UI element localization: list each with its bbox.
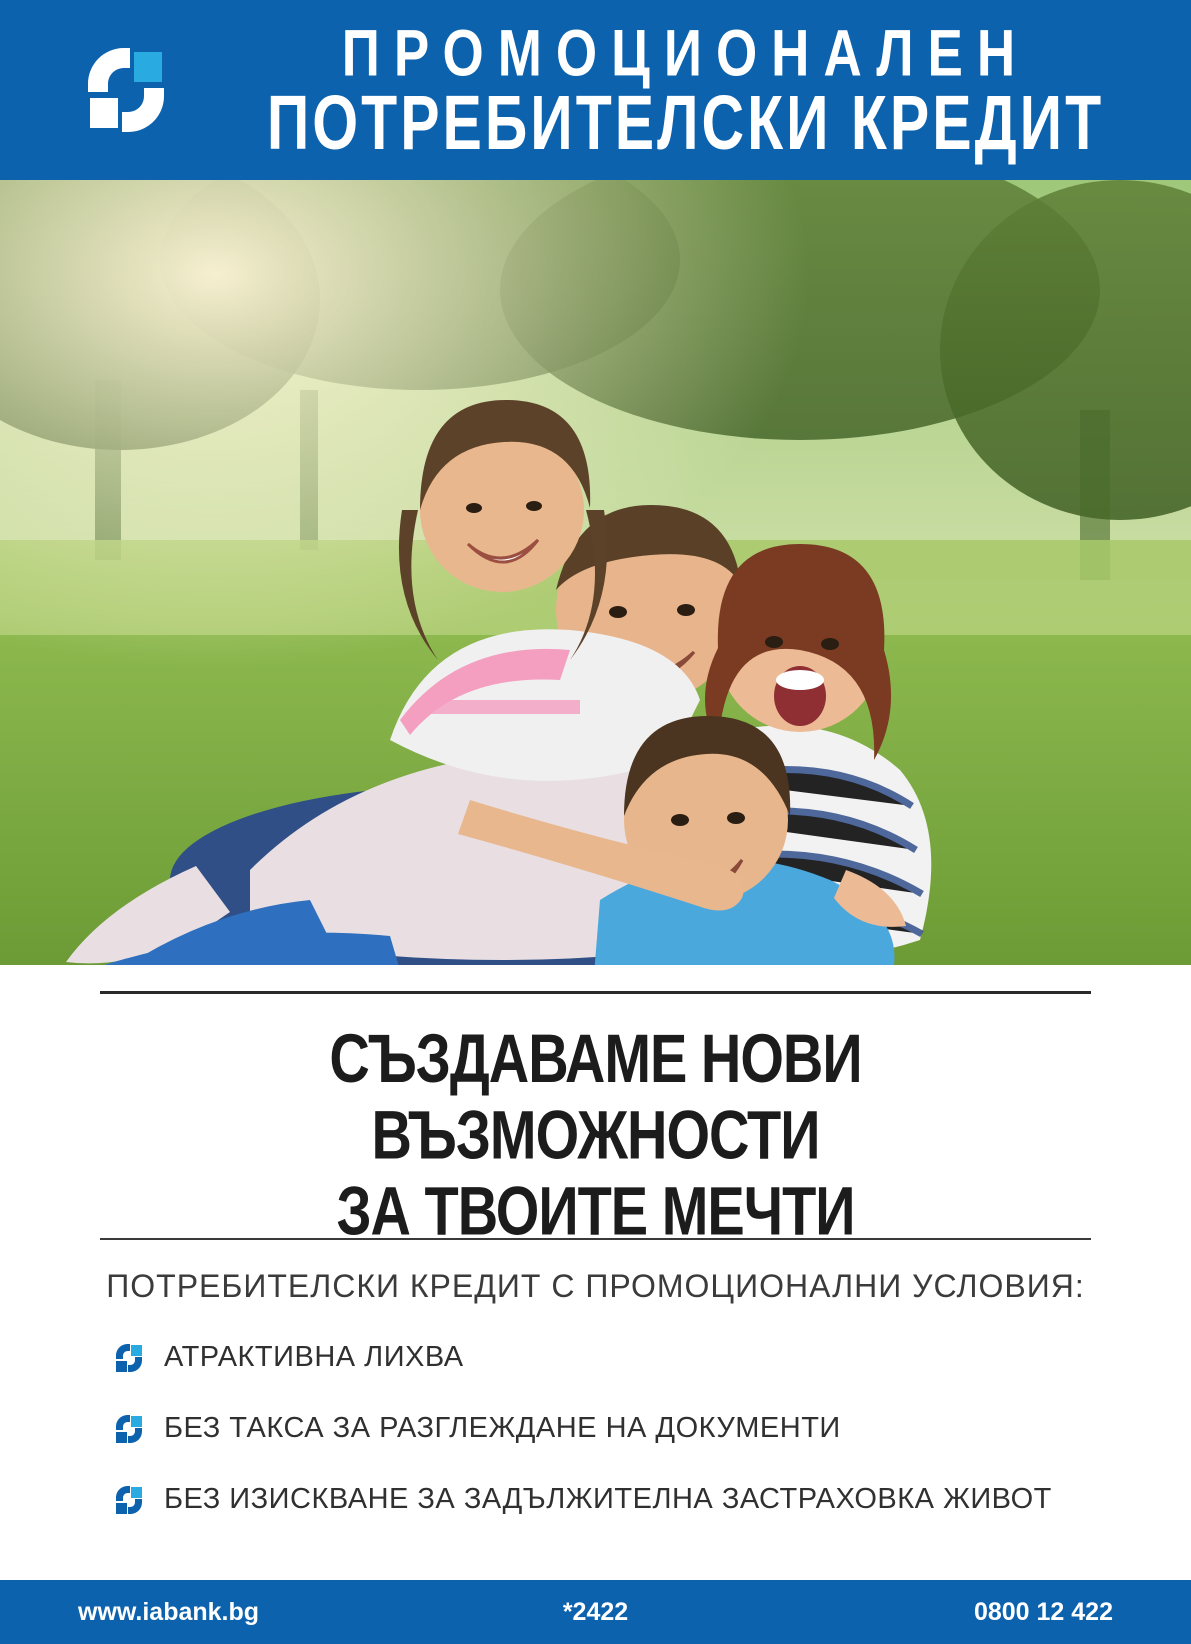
ia-bank-bullet-icon: [114, 1343, 144, 1373]
hero-photo: [0, 180, 1191, 965]
header-title-line1: ПРОМОЦИОНАЛЕН: [341, 16, 1030, 91]
benefit-list: [100, 1331, 1091, 1516]
hero-photo-illustration: [0, 180, 1191, 965]
list-item: [114, 1483, 1091, 1516]
list-item-label: БЕЗ ТАКСА ЗА РАЗГЛЕЖДАНЕ НА ДОКУМЕНТИ: [164, 1412, 841, 1445]
poster-footer: [0, 1580, 1191, 1644]
short-number[interactable]: *2422: [562, 1597, 629, 1626]
poster-body: [0, 965, 1191, 1580]
header-title-block: [206, 16, 1165, 166]
ia-bank-bullet-icon: [114, 1485, 144, 1515]
list-item: [114, 1341, 1091, 1374]
ia-bank-logo-icon: [78, 42, 174, 138]
header-title-line2: ПОТРЕБИТЕЛСКИ КРЕДИТ: [266, 79, 1105, 166]
phone-number[interactable]: 0800 12 422: [973, 1597, 1113, 1626]
page-title: [100, 994, 1091, 1263]
headline-line-2: ЗА ТВОИТЕ МЕЧТИ: [336, 1172, 855, 1250]
headline-line-1: СЪЗДАВАМЕ НОВИ ВЪЗМОЖНОСТИ: [329, 1019, 862, 1173]
poster-header: [0, 0, 1191, 180]
subheadline: ПОТРЕБИТЕЛСКИ КРЕДИТ С ПРОМОЦИОНАЛНИ УСЛОВИЯ:: [106, 1268, 1085, 1305]
list-item: [114, 1412, 1091, 1445]
website-link[interactable]: www.iabank.bg: [78, 1597, 260, 1626]
list-item-label: БЕЗ ИЗИСКВАНЕ ЗА ЗАДЪЛЖИТЕЛНА ЗАСТРАХОВКА ЖИВОТ: [164, 1483, 1052, 1516]
list-item-label: АТРАКТИВНА ЛИХВА: [164, 1341, 464, 1374]
ia-bank-bullet-icon: [114, 1414, 144, 1444]
